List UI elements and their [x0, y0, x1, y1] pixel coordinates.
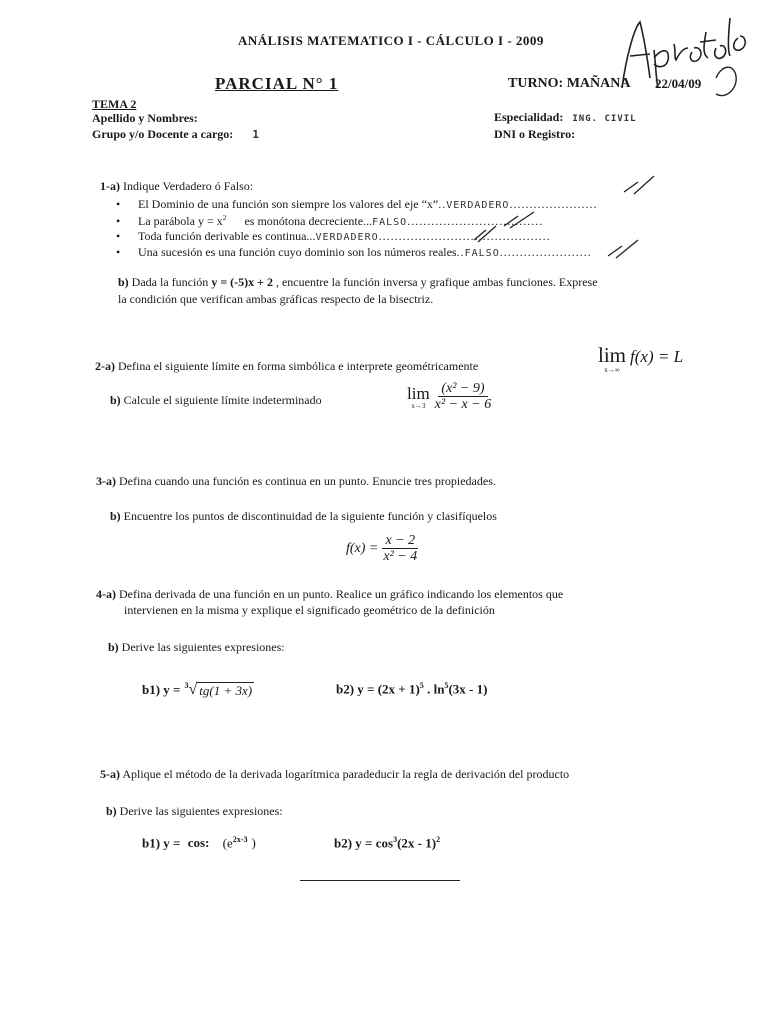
name-label: Apellido y Nombres: [92, 111, 198, 125]
course-title: ANÁLISIS MATEMATICO I - CÁLCULO I - 2009 [238, 33, 544, 48]
q4b-text: Derive las siguientes expresiones: [121, 640, 285, 654]
limit-subscript: x→∞ [604, 366, 620, 374]
q4-b2-label: b2) y = [336, 681, 375, 697]
q1b-text: , encuentre la función inversa y grafique ambas funciones. Exprese [272, 275, 598, 289]
q4-b2-exp: 5 [419, 681, 424, 690]
q1-item-dots: .................................. [407, 214, 544, 228]
q1-item-dots: ....................... [499, 245, 592, 259]
q4-b2-expression [336, 681, 487, 697]
limit-subscript: x→3 [411, 401, 426, 410]
q3a-text: Defina cuando una función es continua en un punto. Enuncie tres propiedades. [119, 474, 496, 488]
q1-item-answer: FALSO [372, 217, 408, 228]
q5-b1-func: cos [187, 835, 206, 851]
q1-item-dots: .. [456, 245, 465, 259]
q3a-label: 3-a) [96, 474, 116, 488]
q5-b2-exp: 3 [393, 835, 398, 844]
q2a-text: Defina el siguiente límite en forma simbólica e interprete geométricamente [118, 359, 479, 373]
fraction-numerator: (x² − 9) [438, 381, 487, 397]
q1-item-answer: VERDADERO [315, 232, 379, 243]
exam-title: PARCIAL N° 1 [215, 74, 339, 93]
radicand: tg(1 + 3x) [199, 682, 253, 698]
q5a-label: 5-a) [100, 767, 120, 781]
group-label-text: Grupo y/o Docente a cargo: [92, 127, 234, 141]
q5-b1-exp: 2x-3 [232, 835, 248, 844]
q4a-label: 4-a) [96, 587, 116, 601]
specialty-value: ING. CIVIL [572, 114, 637, 124]
q4-b2-base: (2x + 1) [377, 681, 420, 697]
q1b-line-2: la condición que verifican ambas gráficas respecto de la bisectriz. [118, 292, 434, 306]
q1-item-text: El Dominio de una función son siempre los valores del eje “x” [138, 197, 439, 211]
q1a-text: Indique Verdadero ó Falso: [123, 179, 254, 193]
dni-label: DNI o Registro: [494, 127, 576, 141]
q5-b2-label: b2) y = [334, 835, 373, 851]
limit-word: lim [598, 343, 627, 367]
fraction [380, 533, 420, 565]
check-mark-icon [604, 236, 644, 260]
exam-date: 22/04/09 [655, 76, 702, 91]
bullet-icon: • [116, 245, 121, 259]
check-mark-icon [470, 222, 500, 244]
q1b-line-1 [118, 275, 598, 290]
bullet-icon: • [116, 214, 121, 228]
tema-label: TEMA 2 [92, 97, 137, 111]
q2a-formula [598, 345, 683, 374]
q1-item-4 [116, 245, 592, 260]
limit-word: lim [407, 383, 430, 403]
q2b-formula [407, 381, 494, 413]
q1a-label: 1-a) [100, 179, 120, 193]
q5-b2-exp2: 2 [436, 835, 441, 844]
q4a-line-1 [96, 587, 563, 602]
q4-b2-mid: . ln [423, 681, 445, 697]
shift-label: TURNO: MAÑANA [508, 76, 631, 91]
check-mark-icon [620, 172, 660, 198]
q1-item-text: Una sucesión es una función cuyo dominio son los números reales [138, 245, 457, 259]
q5b-heading [106, 804, 283, 819]
q1-item-text: es monótona decreciente... [226, 214, 373, 228]
q1a-heading [100, 179, 253, 194]
q5a-text: Aplique el método de la derivada logarítmica paradeducir la regla de derivación del producto [122, 767, 570, 781]
q5-b1-label: b1) y = [142, 835, 181, 851]
q2a-label: 2-a) [95, 359, 115, 373]
q1-item-dots: ........................................... [378, 229, 551, 243]
q5-b2-func: cos [375, 835, 394, 851]
q4-b1-expression [142, 681, 254, 699]
q5b-label: b) [106, 804, 117, 818]
q1-item-answer: FALSO [464, 248, 500, 259]
q1b-text: Dada la función [131, 275, 212, 289]
q5-b2-expression [334, 835, 440, 851]
radical-icon: √ [188, 681, 198, 698]
root-index: 3 [184, 681, 189, 690]
specialty-label-text: Especialidad: [494, 110, 564, 124]
q1-item-text: La parábola y = x [138, 214, 223, 228]
q1-item-exp: 2 [222, 213, 227, 222]
q5-b1-colon: : [205, 835, 210, 851]
q4b-label: b) [108, 640, 119, 654]
q5b-text: Derive las siguientes expresiones: [119, 804, 283, 818]
q5a-heading [100, 767, 569, 782]
function-lhs: f(x) = [346, 541, 379, 557]
q3b-text: Encuentre los puntos de discontinuidad de la siguiente función y clasifíquelos [123, 509, 497, 523]
fraction-denominator: x² − 4 [383, 549, 418, 565]
q2b-label: b) [110, 393, 121, 407]
bullet-icon: • [116, 197, 121, 211]
q3b-heading [110, 509, 497, 524]
end-rule [300, 880, 460, 881]
limit-symbol [407, 385, 430, 410]
q1-item-answer: VERDADERO [446, 200, 510, 211]
q1b-function: y = (-5)x + 2 [211, 275, 273, 289]
q2a-heading [95, 359, 478, 374]
q2b-heading [110, 393, 322, 408]
q3b-label: b) [110, 509, 121, 523]
q5-b2-arg: (2x - 1) [397, 835, 437, 851]
limit-expression: f(x) = L [630, 347, 684, 366]
q1-item-text: Toda función derivable es continua... [138, 229, 316, 243]
grade-signature [604, 8, 754, 108]
group-value: 1 [252, 128, 260, 141]
q4-b2-arg: (3x - 1) [448, 681, 488, 697]
q5-b1-expression [142, 835, 256, 851]
q4a-line-2: intervienen en la misma y explique el significado geométrico de la definición [124, 603, 495, 617]
limit-symbol [598, 345, 626, 374]
q4-b2-ln-exp: 5 [444, 681, 449, 690]
q4-b1-label: b1) y = [142, 682, 181, 697]
q4a-text: Defina derivada de una función en un punto. Realice un gráfico indicando los elementos que [119, 587, 564, 601]
group-label [92, 127, 260, 142]
q4b-heading [108, 640, 285, 655]
bullet-icon: • [116, 229, 121, 243]
q3a-heading [96, 474, 496, 489]
check-mark-icon [500, 208, 540, 230]
fraction-numerator: x − 2 [382, 533, 418, 549]
q1b-label: b) [118, 275, 129, 289]
q1-item-dots: ...................... [509, 197, 598, 211]
fraction [432, 381, 495, 413]
q5-b1-base: (e [222, 835, 233, 851]
q5-b1-close: ) [251, 835, 256, 851]
specialty-label [494, 110, 637, 125]
q2b-text: Calcule el siguiente límite indeterminado [123, 393, 322, 407]
q1-item-dots: .. [438, 197, 447, 211]
fraction-denominator: x² − x − 6 [434, 397, 492, 413]
q3b-formula [346, 533, 420, 565]
